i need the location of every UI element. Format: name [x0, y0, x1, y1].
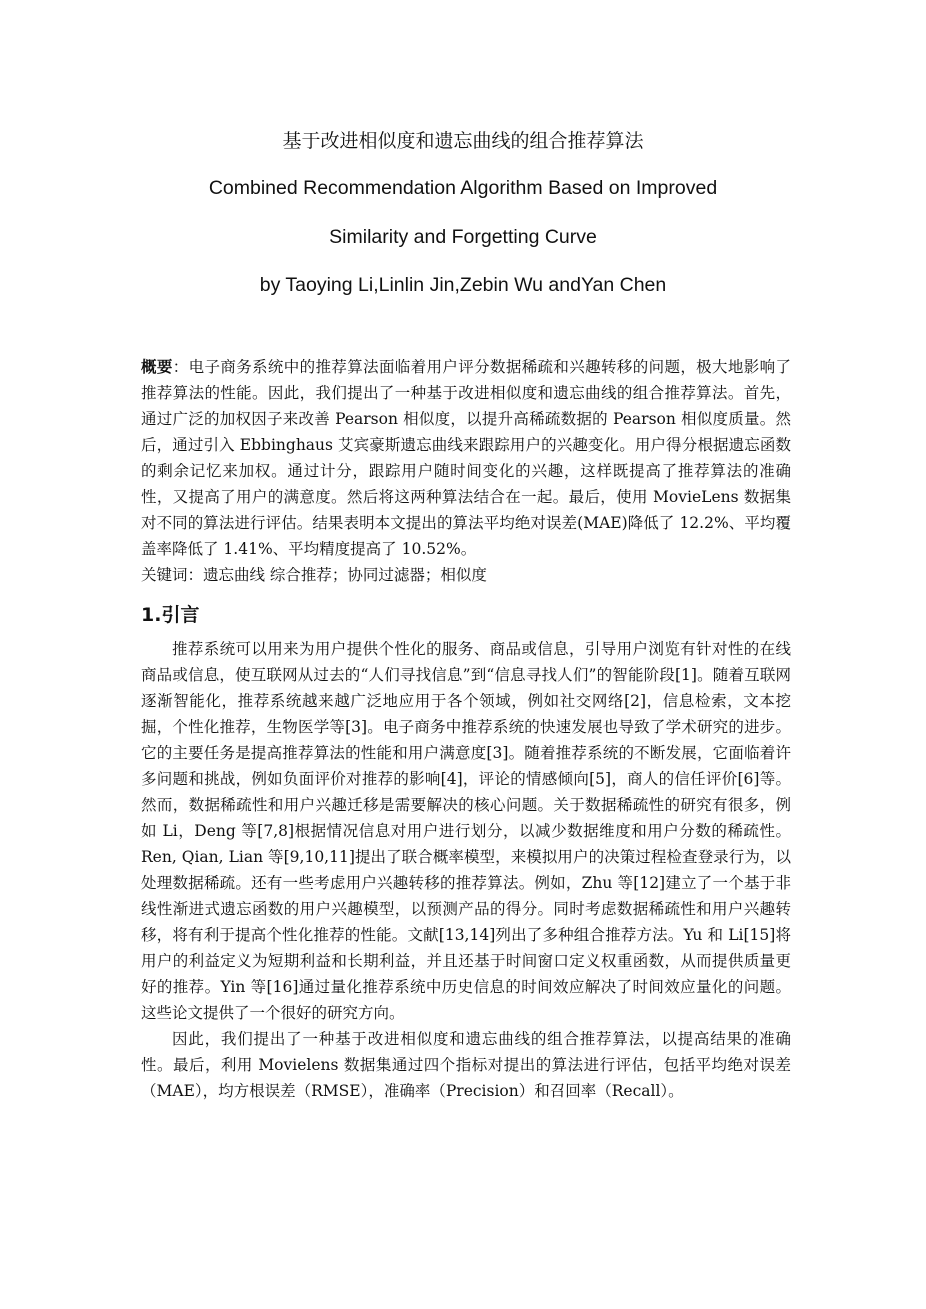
abstract-separator: ： [172, 358, 189, 376]
abstract-label: 概要 [141, 358, 173, 376]
title-english-line1: Combined Recommendation Algorithm Based on Improved [208, 177, 718, 199]
intro-paragraph-1: 推荐系统可以用来为用户提供个性化的服务、商品或信息，引导用户浏览有针对性的在线商品或信息，使互联网从过去的“人们寻找信息”到“信息寻找人们”的智能阶段[1]。随着互联网逐渐智能化，推荐系统越来越广泛地应用于各个领域，例如社交网络[2]，信息检索，文本挖掘，个性化推荐，生物医学等[3]。电子商务中推荐系统的快速发展也导致了学术研究的进步。它的主要任务是提高推荐算法的性能和用户满意度[3]。随着推荐系统的不断发展，它面临着许多问题和挑战，例如负面评价对推荐的影响[4]，评论的情感倾向[5]，商人的信任评价[6]等。然而，数据稀疏性和用户兴趣迁移是需要解决的核心问题。关于数据稀疏性的研究有很多，例如 Li，Deng 等[7,8]根据情况信息对用户进行划分，以减少数据维度和用户分数的稀疏性。Ren, Qian, Lian 等[9,10,11]提出了联合概率模型，来模拟用户的决策过程检查登录行为，以处理数据稀疏。还有一些考虑用户兴趣转移的推荐算法。例如，Zhu 等[12]建立了一个基于非线性渐进式遗忘函数的用户兴趣模型，以预测产品的得分。同时考虑数据稀疏性和用户兴趣转移，将有利于提高个性化推荐的性能。文献[13,14]列出了多种组合推荐方法。Yu 和 Li[15]将用户的利益定义为短期利益和长期利益，并且还基于时间窗口定义权重函数，从而提供质量更好的推荐。Yin 等[16]通过量化推荐系统中历史信息的时间效应解决了时间效应量化的问题。这些论文提供了一个很好的研究方向。 [141, 640, 791, 1022]
abstract [141, 354, 791, 562]
abstract-text: 电子商务系统中的推荐算法面临着用户评分数据稀疏和兴趣转移的问题，极大地影响了推荐算法的性能。因此，我们提出了一种基于改进相似度和遗忘曲线的组合推荐算法。首先，通过广泛的加权因子来改善 Pearson 相似度，以提升高稀疏数据的 Pearson 相似度质量。然后，通过引入 Ebbinghaus 艾宾豪斯遗忘曲线来跟踪用户的兴趣变化。用户得分根据遗忘函数的剩余记忆来加权。通过计分，跟踪用户随时间变化的兴趣，这样既提高了推荐算法的准确性，又提高了用户的满意度。然后将这两种算法结合在一起。最后，使用 MovieLens 数据集对不同的算法进行评估。结果表明本文提出的算法平均绝对误差(MAE)降低了 12.2%、平均覆盖率降低了 1.41%、平均精度提高了 10.52%。 [141, 358, 791, 558]
keywords: 关键词：遗忘曲线 综合推荐；协同过滤器；相似度 [141, 566, 487, 584]
title-block [0, 118, 926, 310]
title-english-line2: Similarity and Forgetting Curve [329, 225, 597, 248]
intro-paragraph-2: 因此，我们提出了一种基于改进相似度和遗忘曲线的组合推荐算法，以提高结果的准确性。最后，利用 Movielens 数据集通过四个指标对提出的算法进行评估，包括平均绝对误差（MAE），均方根误差（RMSE），准确率（Precision）和召回率（Recall）。 [141, 1030, 791, 1100]
body-content [141, 354, 791, 1104]
authors: by Taoying Li,Linlin Jin,Zebin Wu andYan Chen [259, 274, 667, 296]
section-heading-introduction: 1.引言 [141, 604, 200, 626]
title-chinese: 基于改进相似度和遗忘曲线的组合推荐算法 [282, 130, 644, 152]
